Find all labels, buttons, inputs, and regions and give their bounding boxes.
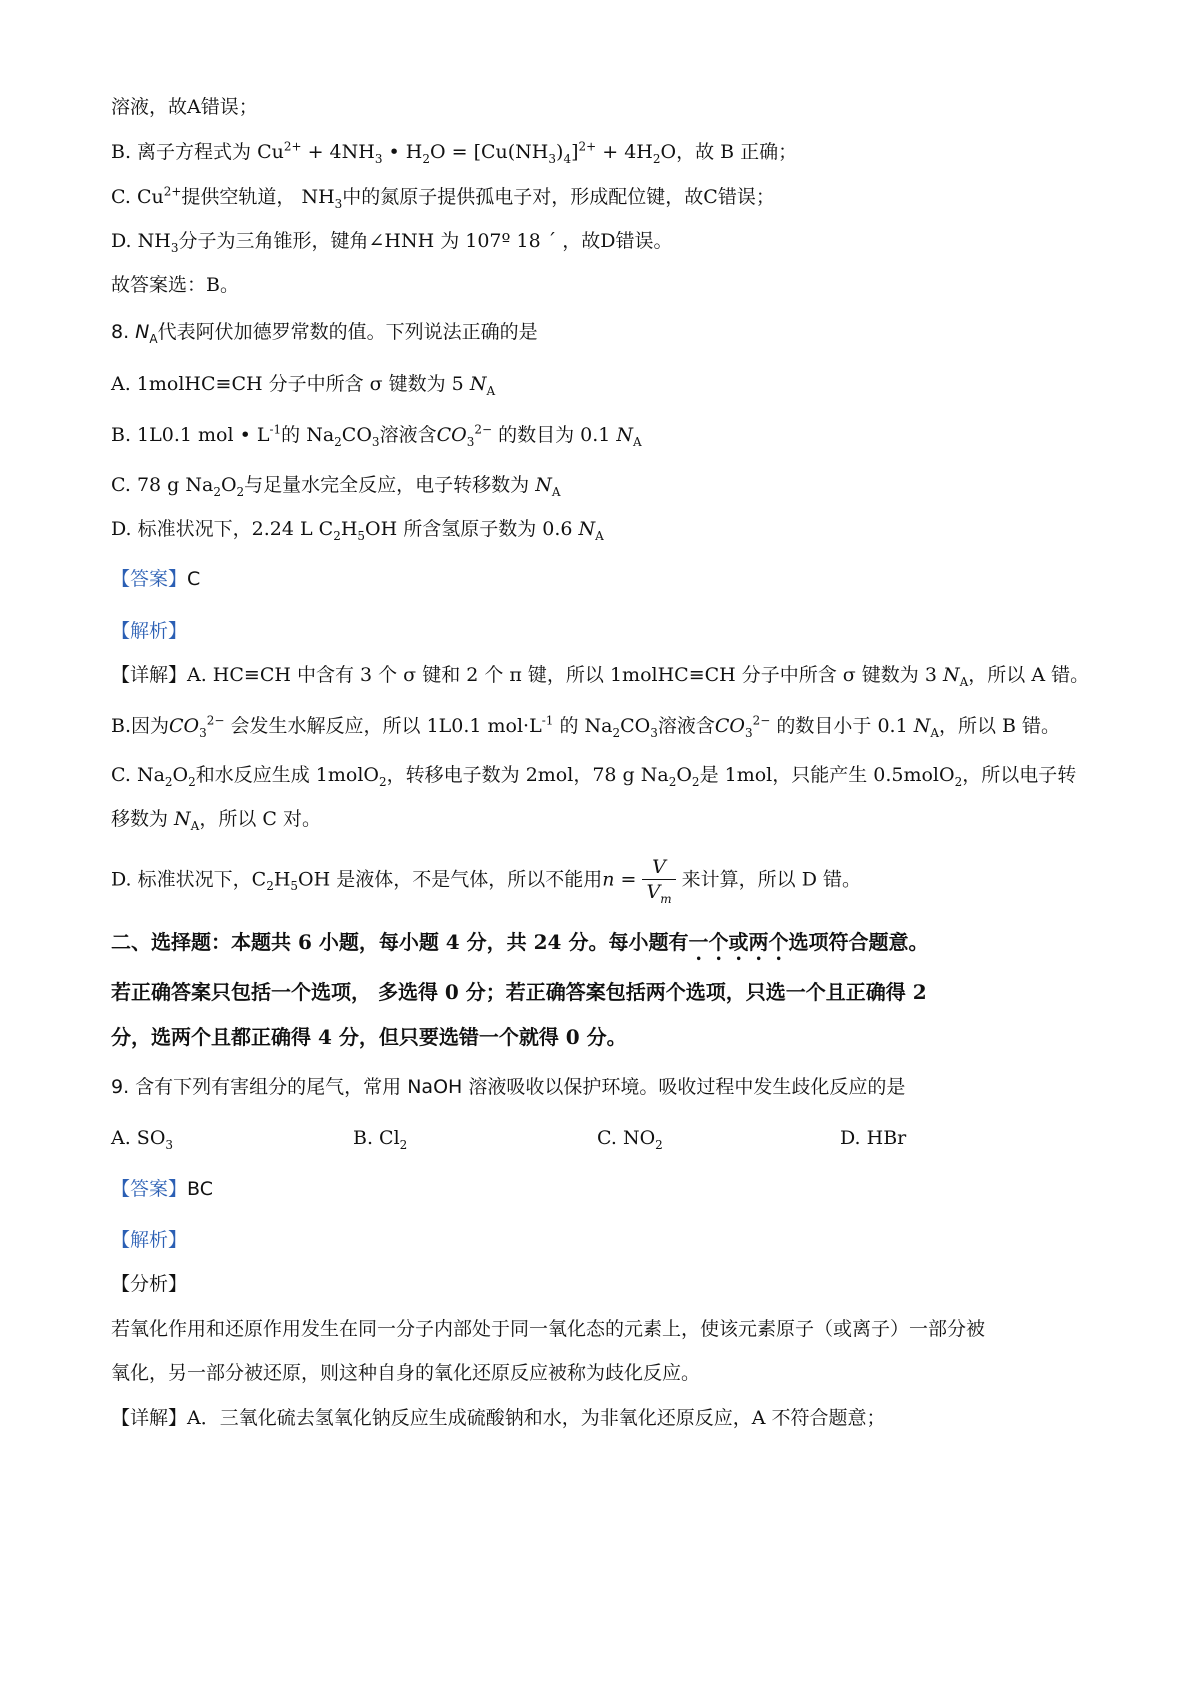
text-fragment: CO <box>620 715 651 737</box>
text-fragment: ，所以 A 错。 <box>968 664 1090 686</box>
text-fragment: 选项符合题意。 <box>788 930 929 954</box>
option-c-explanation <box>111 186 775 210</box>
text-fragment: 代表阿伏加德罗常数的值。下列说法正确的是 <box>157 321 538 343</box>
text-fragment: 氧化，另一部分被还原，则这种自身的氧化还原反应被称为歧化反应。 <box>111 1362 701 1384</box>
text-fragment: 和水反应生成 1molO <box>195 764 380 786</box>
text-fragment: 【分析】 <box>111 1273 188 1295</box>
text-fragment: B.因为 <box>111 715 170 737</box>
text-fragment: B. Cl <box>353 1127 400 1149</box>
option-d-explanation <box>111 230 672 254</box>
text-fragment: C. 78 g Na <box>111 474 214 496</box>
text-fragment: A <box>633 434 642 449</box>
question-9-stem <box>111 1076 905 1100</box>
text-fragment: V <box>642 856 675 880</box>
text-fragment: 2 <box>213 484 221 499</box>
text-fragment: 2 <box>399 1137 408 1152</box>
text-fragment: 与足量水完全反应，电子转移数为 <box>244 474 536 496</box>
text-fragment: 2+ <box>163 184 182 199</box>
text-fragment: A <box>551 484 561 499</box>
text-fragment: 的数目为 0.1 <box>492 424 617 446</box>
text-fragment: A <box>595 528 604 543</box>
text-line <box>111 96 258 120</box>
question-8-option-d <box>111 518 604 542</box>
text-fragment: 的 Na <box>553 715 613 737</box>
text-fragment: 5 <box>290 879 299 894</box>
text-fragment: 3 <box>170 240 179 255</box>
text-fragment: ) <box>556 141 564 163</box>
text-fragment: D. NH <box>111 230 171 252</box>
text-fragment: 一个或两个 <box>688 930 789 954</box>
text-fragment: OH 所含氢原子数为 0.6 <box>365 518 579 540</box>
detail-paragraph <box>111 1407 885 1431</box>
text-fragment: 移数为 <box>111 808 175 830</box>
text-fragment: 【详解】A. HC≡CH 中含有 3 个 σ 键和 2 个 π 键，所以 1molHC≡CH 分子中所含 σ 键数为 3 <box>111 664 943 686</box>
text-fragment: D. 标准状况下，2.24 L C <box>111 518 334 540</box>
text-fragment: 【解析】 <box>111 1229 188 1251</box>
text-fragment: 分，选两个且都正确得 4 分，但只要选错一个就得 0 分。 <box>111 1025 627 1049</box>
text-fragment: ，所以 B 错。 <box>939 715 1061 737</box>
text-fragment: 故答案选：B。 <box>111 274 239 296</box>
section-2-heading <box>111 930 928 965</box>
text-fragment: OH 是液体，不是气体，所以不能用 <box>298 868 603 891</box>
question-8-option-b <box>111 424 642 448</box>
text-fragment: = <box>614 868 643 891</box>
text-fragment: 提供空轨道， NH <box>181 186 335 208</box>
text-fragment: 3 <box>371 434 380 449</box>
text-fragment: 【解析】 <box>111 620 188 642</box>
section-2-rule-line-3 <box>111 1025 627 1050</box>
text-fragment: ，转移电子数为 2mol，78 g Na <box>386 764 669 786</box>
text-fragment: C. NO <box>597 1127 656 1149</box>
text-fragment: N <box>535 474 552 496</box>
text-fragment: 3 <box>745 725 753 740</box>
text-fragment: 3 <box>334 196 343 211</box>
detail-line-a <box>111 664 1089 688</box>
question-8-option-a <box>111 373 495 397</box>
text-fragment: 2 <box>379 774 387 789</box>
text-fragment: 2 <box>164 774 173 789</box>
section-2-rule-line-2 <box>111 980 927 1005</box>
option-b-explanation <box>111 141 797 165</box>
text-fragment: ，所以电子转 <box>962 764 1077 786</box>
text-fragment: 8. <box>111 321 136 343</box>
text-fragment: D. 标准状况下，C <box>111 868 267 891</box>
question-8-stem <box>111 321 538 345</box>
text-fragment: N <box>913 715 931 737</box>
text-fragment: 2+ <box>283 139 302 154</box>
text-fragment: 2 <box>188 774 196 789</box>
text-fragment: 2 <box>954 774 963 789</box>
analysis-paragraph-2 <box>111 1362 700 1386</box>
text-fragment: 的数目小于 0.1 <box>770 715 914 737</box>
text-fragment: CO <box>169 715 200 737</box>
text-fragment: V <box>646 880 661 903</box>
text-fragment: 2+ <box>578 139 597 154</box>
text-fragment: N <box>469 373 487 395</box>
text-fragment: 2− <box>206 713 225 728</box>
text-fragment: 会发生水解反应，所以 1L0.1 mol·L <box>224 715 542 737</box>
answer-label: 【答案】 <box>111 1178 188 1200</box>
text-fragment: 2 <box>236 484 245 499</box>
text-fragment: -1 <box>541 713 554 728</box>
analysis-heading <box>111 1273 187 1297</box>
text-fragment: 5 <box>357 528 366 543</box>
answer-label: 【答案】 <box>111 568 188 590</box>
text-fragment: 2 <box>668 774 677 789</box>
text-fragment: 的 Na <box>281 424 335 446</box>
question-8-analysis-label <box>111 620 187 644</box>
text-fragment: 若氧化作用和还原作用发生在同一分子内部处于同一氧化态的元素上，使该元素原子（或离子）一部分被 <box>111 1318 986 1340</box>
text-fragment: D. HBr <box>840 1127 907 1149</box>
answer-value: BC <box>187 1178 213 1200</box>
question-9-analysis-label <box>111 1229 187 1253</box>
text-fragment: N <box>174 808 191 830</box>
text-fragment: + 4NH <box>301 141 375 163</box>
text-fragment: 4 <box>563 151 572 166</box>
text-fragment: 2 <box>652 151 661 166</box>
question-8-option-c <box>111 474 561 498</box>
text-fragment: 是 1mol，只能产生 0.5molO <box>699 764 955 786</box>
text-fragment: 溶液含 <box>657 715 715 737</box>
answer-summary <box>111 274 239 298</box>
text-fragment: A <box>149 331 158 346</box>
detail-line-d <box>111 856 861 904</box>
text-fragment: 2− <box>752 713 771 728</box>
text-fragment: 9. 含有下列有害组分的尾气，常用 NaOH 溶液吸收以保护环境。吸收过程中发生歧化反应的是 <box>111 1076 906 1098</box>
text-fragment: 2− <box>474 422 493 437</box>
text-fragment: 3 <box>165 1137 174 1152</box>
text-fragment: 2 <box>691 774 700 789</box>
text-fragment: B. 1L0.1 mol • L <box>111 424 270 446</box>
question-9-option-b <box>353 1127 407 1151</box>
text-fragment: 3 <box>548 151 557 166</box>
text-fragment: H <box>340 518 358 540</box>
text-fragment: B. 离子方程式为 Cu <box>111 141 284 163</box>
text-fragment: 2 <box>612 725 621 740</box>
text-fragment: CO <box>341 424 372 446</box>
detail-line-b <box>111 715 1060 739</box>
detail-line-c <box>111 764 1076 788</box>
text-fragment: A <box>959 674 969 689</box>
question-9-option-d <box>840 1127 906 1151</box>
text-fragment: N <box>578 518 596 540</box>
text-fragment: 2 <box>333 528 341 543</box>
text-fragment: 溶液含 <box>379 424 437 446</box>
text-fragment: 若正确答案只包括一个选项， 多选得 0 分；若正确答案包括两个选项，只选一个且正确得 2 <box>111 980 927 1004</box>
answer-value: C <box>187 568 201 590</box>
text-fragment: 【详解】A．三氧化硫去氢氧化钠反应生成硫酸钠和水，为非氧化还原反应，A 不符合题意； <box>111 1407 886 1429</box>
fraction-v-over-vm <box>642 856 675 904</box>
text-fragment: H <box>273 868 291 891</box>
text-fragment: + 4H <box>596 141 653 163</box>
text-fragment: n <box>602 868 615 891</box>
text-fragment: 3 <box>374 151 383 166</box>
text-fragment: A <box>930 725 939 740</box>
question-9-answer <box>111 1178 213 1202</box>
text-fragment: 分子为三角锥形，键角∠HNH 为 107º 18 ´ ，故D错误。 <box>178 230 673 252</box>
text-fragment: 中的氮原子提供孤电子对，形成配位键，故C错误； <box>342 186 775 208</box>
text-fragment: 2 <box>422 151 430 166</box>
text-fragment: 2 <box>334 434 342 449</box>
text-fragment: C. Na <box>111 764 165 786</box>
text-fragment: C. Cu <box>111 186 164 208</box>
text-fragment: N <box>616 424 634 446</box>
text-fragment: ] <box>571 141 579 163</box>
text-fragment: 2 <box>655 1137 663 1152</box>
text-fragment: O <box>220 474 237 496</box>
text-fragment: m <box>660 891 672 906</box>
question-9-option-a <box>111 1127 173 1151</box>
text-fragment: 二、选择题：本题共 6 小题，每小题 4 分，共 24 分。每小题有 <box>111 930 689 954</box>
text-fragment: O，故 B 正确； <box>660 141 798 163</box>
text-fragment: -1 <box>269 422 282 437</box>
text-fragment: A <box>190 818 200 833</box>
text-fragment: N <box>942 664 960 686</box>
text-fragment: 3 <box>199 725 207 740</box>
text-fragment: 3 <box>466 434 475 449</box>
question-9-option-c <box>597 1127 663 1151</box>
text-fragment: O <box>172 764 189 786</box>
text-fragment: N <box>135 321 150 343</box>
text-fragment: A. SO <box>111 1127 166 1149</box>
text-fragment: ，所以 C 对。 <box>199 808 321 830</box>
text-fragment: 溶液，故A错误； <box>111 96 258 118</box>
text-fragment: O = [Cu(NH <box>430 141 549 163</box>
text-fragment: • H <box>382 141 423 163</box>
text-fragment: O <box>676 764 692 786</box>
text-fragment: CO <box>436 424 467 446</box>
text-fragment: CO <box>714 715 746 737</box>
analysis-paragraph-1 <box>111 1318 985 1342</box>
text-fragment: 3 <box>650 725 658 740</box>
detail-line-c-cont <box>111 808 321 832</box>
text-fragment: 2 <box>266 879 274 894</box>
question-8-answer <box>111 568 200 592</box>
text-fragment: A. 1molHC≡CH 分子中所含 σ 键数为 5 <box>111 373 470 395</box>
text-fragment: 来计算，所以 D 错。 <box>675 868 861 891</box>
text-fragment: A <box>486 383 496 398</box>
